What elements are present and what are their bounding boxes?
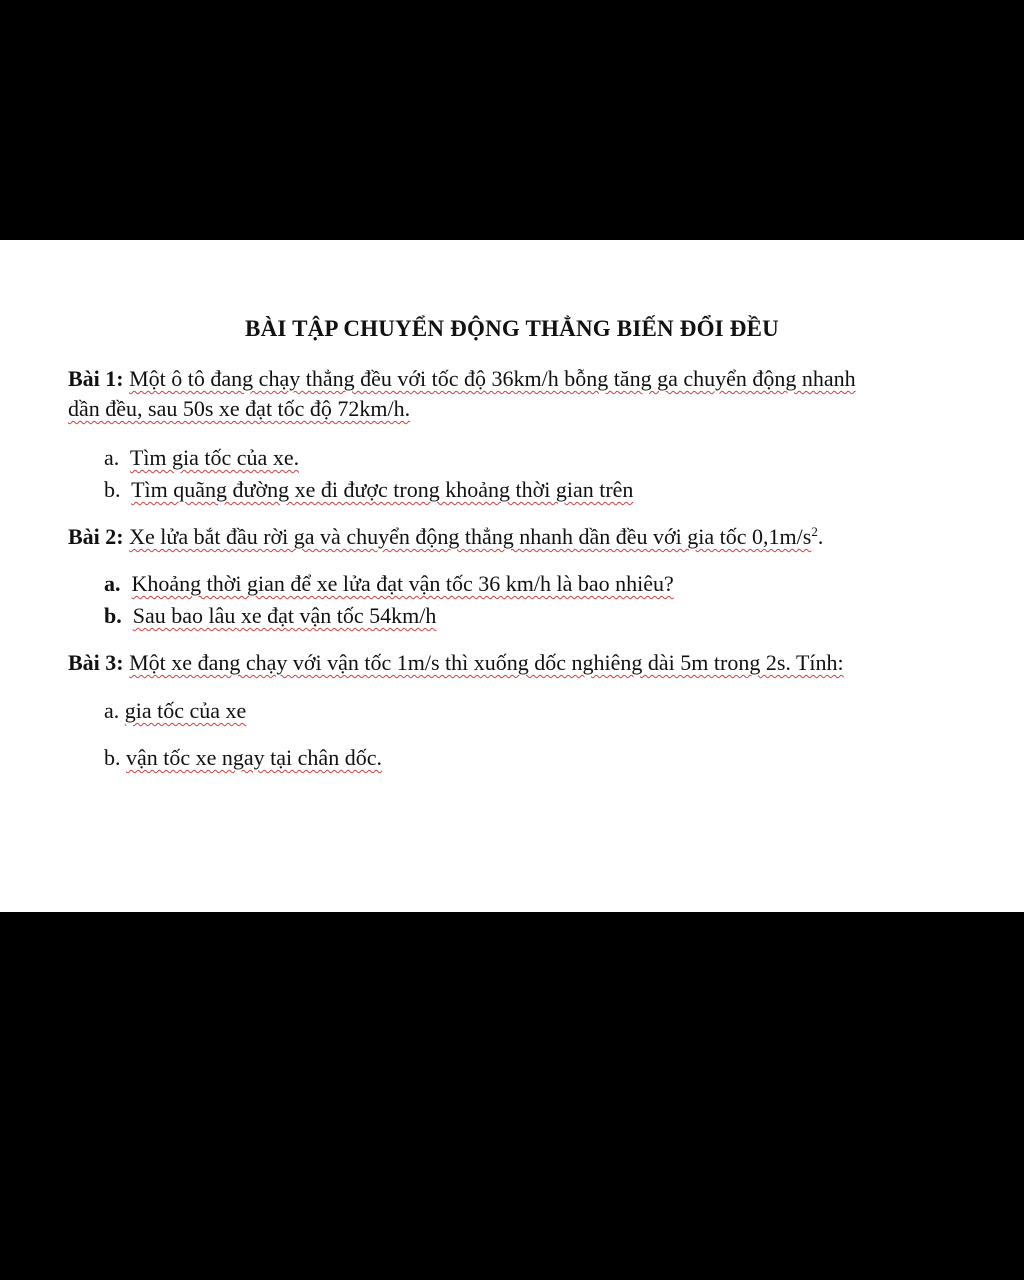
problem-3-label: Bài 3:: [68, 650, 124, 675]
problem-3-item-b: [104, 745, 382, 771]
problem-2-text-line-1: Xe lửa bắt đầu rời ga và chuyển động thẳng nhanh dần đều với gia tốc 0,1m/s: [129, 524, 812, 549]
problem-1-text-line-2: dần đều, sau 50s xe đạt tốc độ 72km/h.: [68, 396, 411, 421]
problem-2-label: Bài 2:: [68, 524, 124, 549]
item-text: Tìm gia tốc của xe.: [129, 445, 300, 470]
problem-1-label: Bài 1:: [68, 366, 124, 391]
problem-1-item-b: [104, 477, 633, 503]
item-marker: a.: [104, 445, 120, 470]
item-text: vận tốc xe ngay tại chân dốc.: [126, 745, 382, 770]
problem-2-item-b: [104, 603, 436, 629]
item-marker: b.: [104, 745, 121, 770]
item-marker: a.: [104, 571, 121, 596]
problem-3-item-a: [104, 698, 246, 724]
item-marker: b.: [104, 603, 122, 628]
item-marker: b.: [104, 477, 121, 502]
problem-1-line-2: [68, 396, 410, 422]
document-title: BÀI TẬP CHUYỂN ĐỘNG THẲNG BIẾN ĐỔI ĐỀU: [245, 316, 779, 341]
item-text: Khoảng thời gian để xe lửa đạt vận tốc 36 km/h là bao nhiêu?: [131, 571, 674, 596]
item-text: Tìm quãng đường xe đi được trong khoảng thời gian trên: [131, 477, 634, 502]
problem-3-line-1: [68, 650, 844, 676]
item-marker: a.: [104, 698, 120, 723]
document-page: [0, 240, 1024, 912]
item-text: Sau bao lâu xe đạt vận tốc 54km/h: [132, 603, 437, 628]
item-text: gia tốc của xe: [124, 698, 247, 723]
problem-3-text-line-1: Một xe đang chạy với vận tốc 1m/s thì xuống dốc nghiêng dài 5m trong 2s. Tính:: [129, 650, 844, 675]
problem-1-item-a: [104, 445, 299, 471]
problem-2-line-1: [68, 524, 823, 550]
problem-1-text-line-1: Một ô tô đang chạy thẳng đều với tốc độ 36km/h bỗng tăng ga chuyển động nhanh: [129, 366, 856, 391]
problem-2-item-a: [104, 571, 674, 597]
problem-2-text-end: .: [817, 524, 824, 549]
problem-1-line-1: [68, 366, 856, 392]
problem-2-exponent: 2: [811, 524, 818, 539]
